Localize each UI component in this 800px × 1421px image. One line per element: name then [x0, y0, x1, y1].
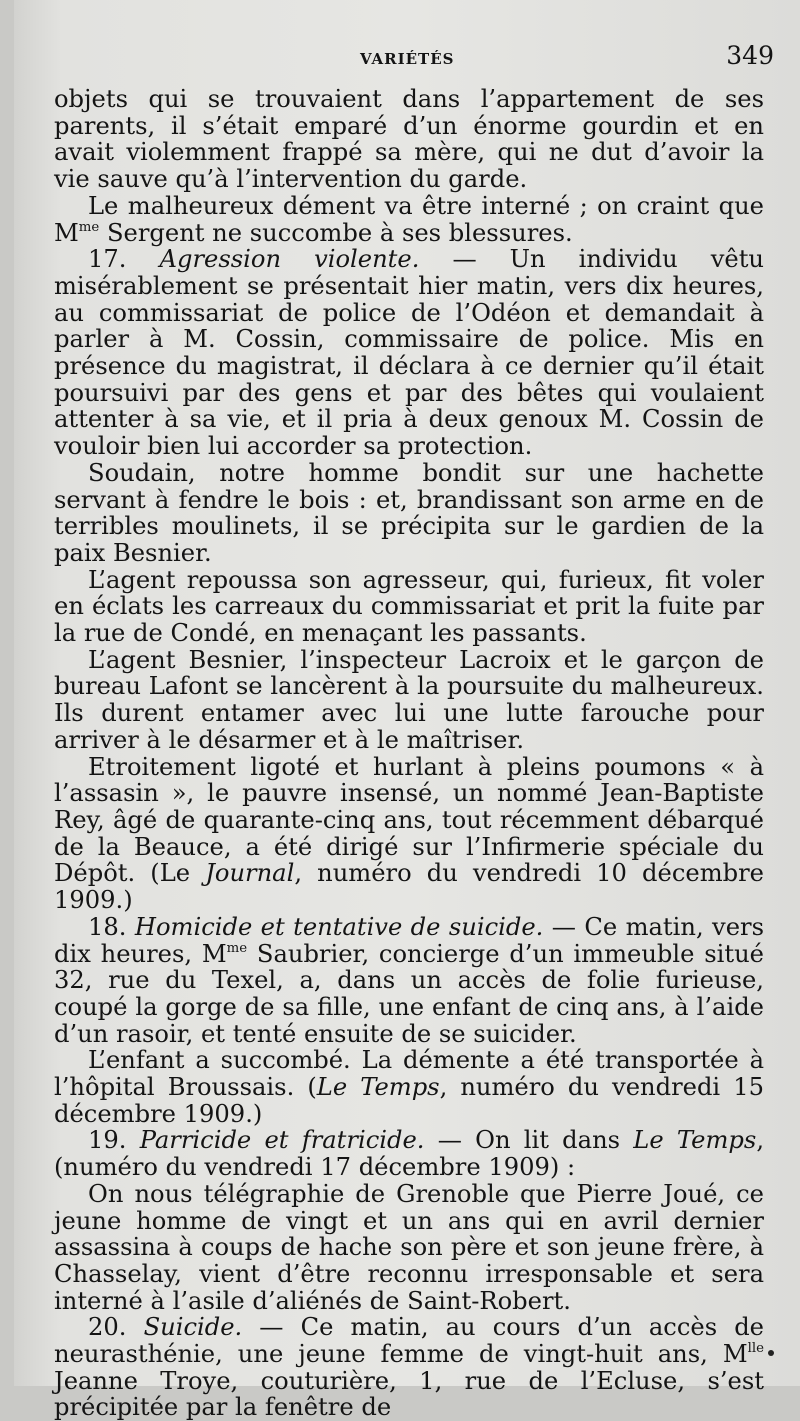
item-19-heading-paragraph: 19. Parricide et fratricide. — On lit dans Le Temps, (numéro du vendredi 17 décembre 1909) :	[54, 1126, 765, 1182]
item-18-title: Homicide et tentative de suicide.	[134, 912, 544, 941]
item-19-title: Parricide et fratricide.	[139, 1126, 425, 1155]
item-18-heading-paragraph: 18. Homicide et tentative de suicide. — Ce matin, vers dix heures, $M^{me}$ Saubrier, concierge d’un immeuble situé 32, rue du Texel, a, dans un accès de folie furieuse, coupé la gorge de sa fille, une enfant de cinq ans, à l’aide d’un rasoir, et tenté ensuite de se suicider.	[54, 912, 764, 1048]
item-17-heading-paragraph: 17. Agression violente. — Un individu vêtu misérablement se présentait hier matin, vers dix heures, au commissariat de police de l’Odéon et demandait à parler à M. Cossin, commissaire de police. Mis en présence du magistrat, il déclara à ce dernier qu’il était poursuivi par des gens et par des bêtes qui voulaient attenter à sa vie, et il pria à deux genoux M. Cossin de vouloir bien lui accorder sa protection.	[54, 245, 764, 461]
item-20-heading-paragraph: 20. Suicide. — Ce matin, au cours d’un accès de neurasthénie, une jeune femme de vingt-huit ans, $M^{lle}$ Jeanne Troye, couturière, 1, rue de l’Ecluse, s’est précipitée par la fenêtre de	[54, 1313, 764, 1421]
ink-speck	[768, 1350, 774, 1356]
page-number: 349	[726, 41, 774, 70]
book-page	[14, 0, 800, 1421]
item-20-number: 20.	[88, 1313, 127, 1342]
running-head: VARIÉTÉS	[360, 50, 455, 68]
paragraph-18-2: L’enfant a succombé. La démente a été transportée à l’hôpital Broussais. (Le Temps, numéro du vendredi 15 décembre 1909.)	[54, 1046, 764, 1128]
paragraph-19-2: On nous télégraphie de Grenoble que Pierre Joué, ce jeune homme de vingt et un ans qui en avril dernier assassina à coups de hache son père et son jeune frère, à Chasselay, vient d’être reconnu irresponsable et sera interné à l’asile d’aliénés de Saint-Robert.	[54, 1179, 764, 1315]
item-17-title: Agression violente.	[159, 245, 420, 274]
page-header	[54, 40, 774, 80]
journal-citation: Journal	[205, 859, 295, 888]
paragraph-17-2: Soudain, notre homme bondit sur une hachette servant à fendre le bois : et, brandissant son arme en de terribles moulinets, il se précipita sur le gardien de la paix Besnier.	[54, 458, 764, 567]
item-18-number: 18.	[88, 912, 127, 941]
journal-citation: Le Temps	[633, 1126, 757, 1155]
paragraph-16-conclusion: Le malheureux dément va être interné ; on craint que $M^{me}$ Sergent ne succombe à ses blessures.	[54, 191, 764, 247]
paragraph-17-3: L’agent repoussa son agresseur, qui, furieux, fit voler en éclats les carreaux du commissariat et prit la fuite par la rue de Condé, en menaçant les passants.	[54, 565, 764, 648]
paragraph-17-4: L’agent Besnier, l’inspecteur Lacroix et le garçon de bureau Lafont se lancèrent à la poursuite du malheureux. Ils durent entamer avec lui une lutte farouche pour arriver à le désarmer et à le maîtriser.	[54, 645, 764, 754]
item-19-number: 19.	[88, 1126, 127, 1155]
item-17-number: 17.	[88, 245, 127, 274]
article-body	[54, 86, 764, 1421]
journal-citation: Le Temps	[316, 1073, 440, 1102]
paragraph-17-5: Etroitement ligoté et hurlant à pleins poumons « à l’assasin », le pauvre insensé, un nommé Jean-Baptiste Rey, âgé de quarante-cinq ans, tout récemment débarqué de la Beauce, a été dirigé sur l’Infirmerie spéciale du Dépôt. (Le Journal, numéro du vendredi 10 décembre 1909.)	[54, 752, 764, 915]
item-20-title: Suicide.	[143, 1313, 243, 1342]
paragraph-16-continued: objets qui se trouvaient dans l’appartement de ses parents, il s’était emparé d’un énorme gourdin et en avait violemment frappé sa mère, qui ne dut d’avoir la vie sauve qu’à l’intervention du garde.	[54, 85, 764, 194]
